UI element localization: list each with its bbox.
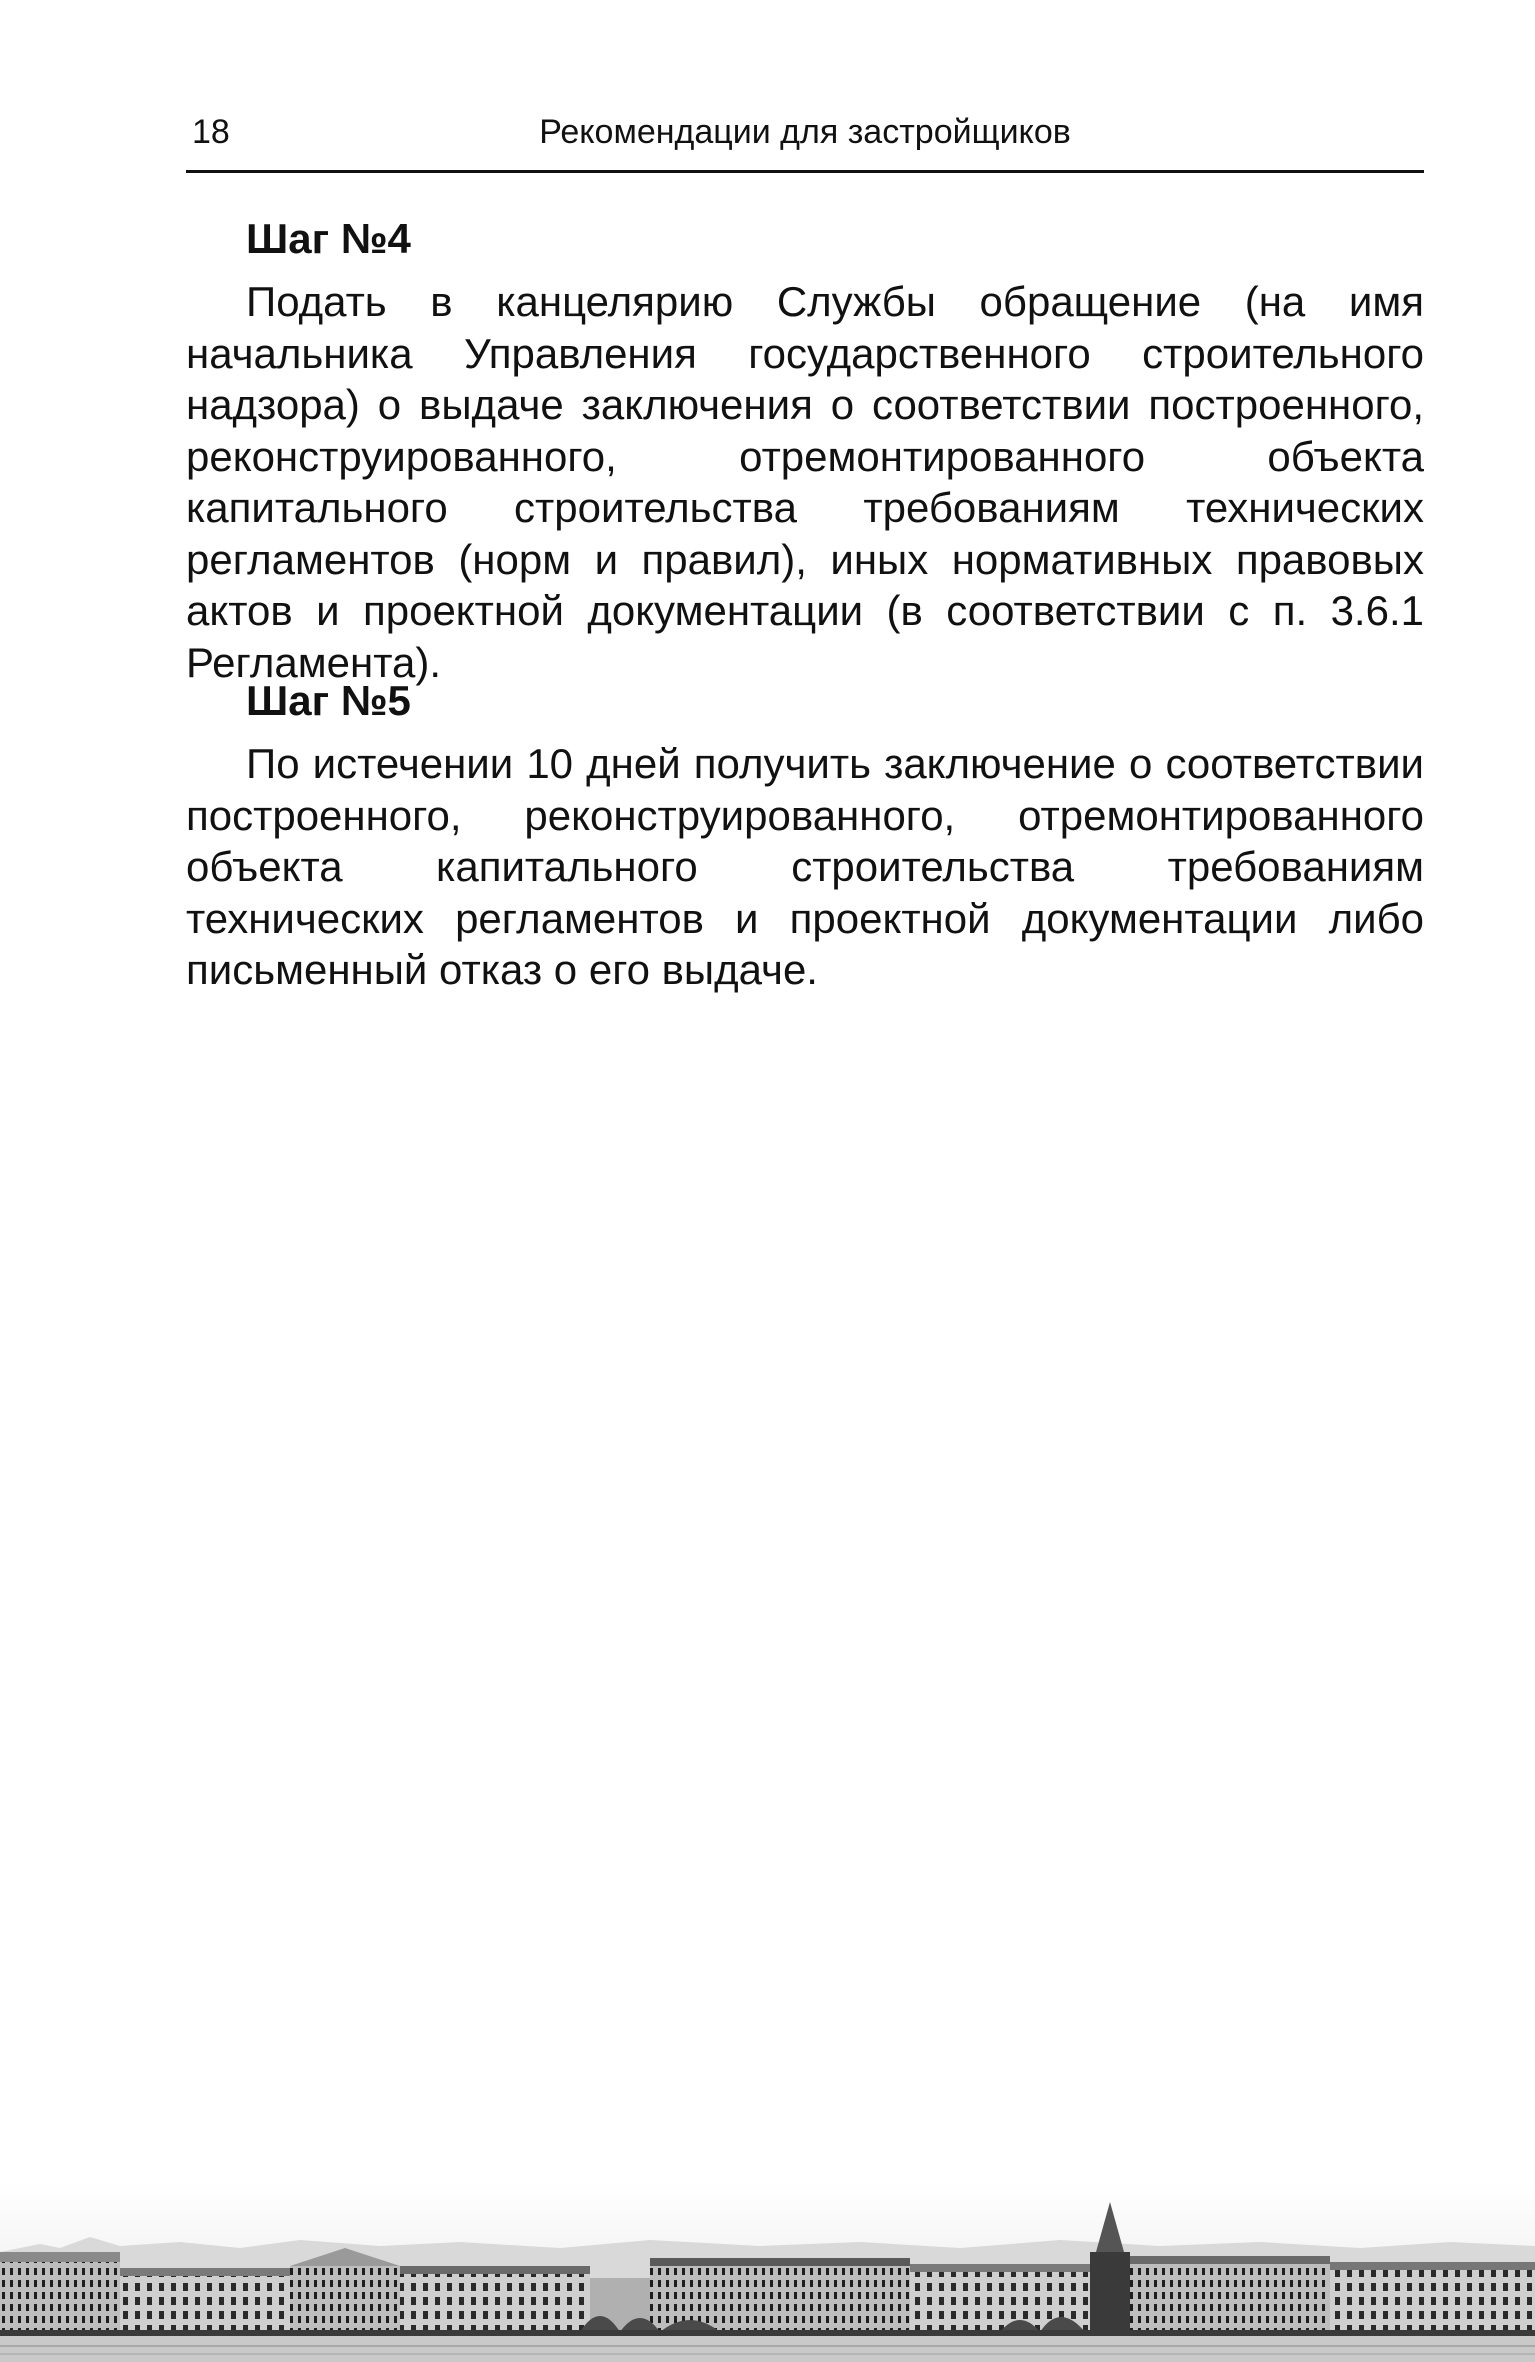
step-5-text: По истечении 10 дней получить заключение о соответствии построенного, реконструированного, отремонтированного объекта капитального строительства требованиям технических регламентов и проектной документации либо письменный отказ о его выдаче. [186,740,1424,993]
running-title: Рекомендации для застройщиков [539,113,1071,151]
step-4-text: Подать в канцелярию Службы обращение (на имя начальника Управления государственного строительного надзора) о выдаче заключения о соответствии построенного, реконструированного, отремонтированного объекта капитального строительства требованиям технических регламентов (норм и правил), иных нормативных правовых актов и проектной документации (в соответствии с п. 3.6.1 Регламента). [186,278,1424,686]
page-header [186,104,1424,173]
step-4-section [186,214,1424,688]
step-4-title: Шаг №4 [246,215,411,262]
page-number: 18 [192,113,230,151]
step-5-title: Шаг №5 [246,677,411,724]
city-embankment-panorama-icon [0,2182,1535,2362]
step-5-section [186,676,1424,996]
